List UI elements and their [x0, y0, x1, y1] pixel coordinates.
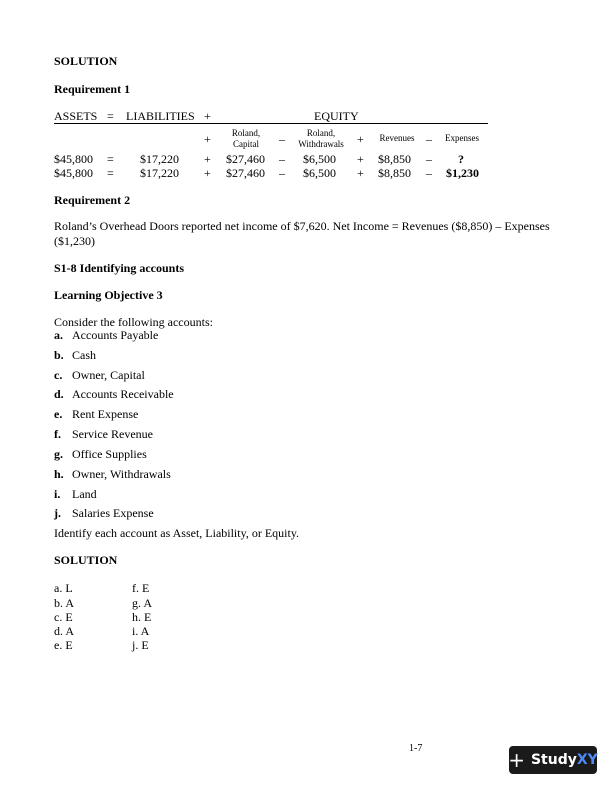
brand-name: StudyXY: [530, 752, 598, 768]
equals-header: =: [107, 109, 114, 123]
answer-right: g. A: [132, 596, 153, 610]
list-item: f. Service Revenue: [54, 427, 153, 441]
row2-op-plus: +: [204, 166, 211, 180]
list-item: g. Office Supplies: [54, 447, 147, 461]
row1-assets: $45,800: [54, 152, 93, 166]
subheader-minus-1: –: [279, 132, 285, 146]
answer-right: i. A: [132, 624, 150, 638]
answer-left: a. L: [54, 581, 73, 595]
list-item: c. Owner, Capital: [54, 368, 145, 382]
list-item: e. Rent Expense: [54, 407, 139, 421]
list-item: a. Accounts Payable: [54, 328, 159, 342]
list-item: d. Accounts Receivable: [54, 387, 174, 401]
row1-op-plus: +: [204, 152, 211, 166]
row1-op-minus-2: –: [426, 152, 432, 166]
requirement-1-heading: Requirement 1: [54, 82, 131, 96]
answer-right: h. E: [132, 610, 152, 624]
answer-right: j. E: [132, 638, 149, 652]
row2-capital: $27,460: [226, 166, 265, 180]
row2-assets: $45,800: [54, 166, 93, 180]
revenues-subheader: Revenues: [379, 133, 415, 143]
row1-withdrawals: $6,500: [303, 152, 336, 166]
row2-op-minus: –: [279, 166, 285, 180]
expenses-subheader: Expenses: [445, 133, 479, 143]
row2-op-minus-2: –: [426, 166, 432, 180]
solution-heading-2: SOLUTION: [54, 553, 118, 567]
row1-expenses: ?: [458, 152, 464, 166]
list-item: i. Land: [54, 487, 97, 501]
requirement-2-heading: Requirement 2: [54, 193, 131, 207]
requirement-2-text-line-2: ($1,230): [54, 234, 95, 248]
row2-liabilities: $17,220: [140, 166, 179, 180]
withdrawals-subheader: Roland, Withdrawals: [298, 128, 344, 149]
studyxy-logo[interactable]: [509, 746, 597, 774]
list-item: b. Cash: [54, 348, 96, 362]
row2-revenues: $8,850: [378, 166, 411, 180]
page-number: 1-7: [409, 743, 423, 754]
plus-header: +: [204, 109, 211, 123]
row2-equals: =: [107, 166, 114, 180]
liabilities-header: LIABILITIES: [126, 109, 195, 123]
learning-objective-heading: Learning Objective 3: [54, 288, 163, 302]
answer-left: c. E: [54, 610, 73, 624]
list-item: h. Owner, Withdrawals: [54, 467, 171, 481]
requirement-2-text-line-1: Roland’s Overhead Doors reported net income of $7,620. Net Income = Revenues ($8,850) – Expenses: [54, 219, 550, 233]
answer-left: b. A: [54, 596, 75, 610]
s1-8-heading: S1-8 Identifying accounts: [54, 261, 185, 275]
plus-icon: +: [508, 748, 525, 772]
row1-revenues: $8,850: [378, 152, 411, 166]
header-rule: [54, 123, 488, 124]
answer-left: e. E: [54, 638, 73, 652]
row1-liabilities: $17,220: [140, 152, 179, 166]
subheader-minus-2: –: [426, 132, 432, 146]
answer-right: f. E: [132, 581, 150, 595]
identify-instruction: Identify each account as Asset, Liability, or Equity.: [54, 526, 300, 540]
row2-withdrawals: $6,500: [303, 166, 336, 180]
row1-equals: =: [107, 152, 114, 166]
row1-op-plus-2: +: [357, 152, 364, 166]
row1-op-minus: –: [279, 152, 285, 166]
assets-header: ASSETS: [54, 109, 98, 123]
solution-heading: SOLUTION: [54, 54, 118, 68]
list-item: j. Salaries Expense: [54, 506, 154, 520]
answer-left: d. A: [54, 624, 75, 638]
subheader-plus-2: +: [357, 132, 364, 146]
consider-text: Consider the following accounts:: [54, 315, 213, 329]
subheader-plus-1: +: [204, 132, 211, 146]
row2-op-plus-2: +: [357, 166, 364, 180]
row2-expenses: $1,230: [446, 166, 479, 180]
row1-capital: $27,460: [226, 152, 265, 166]
equity-header: EQUITY: [314, 109, 359, 123]
capital-subheader: Roland, Capital: [231, 128, 261, 149]
